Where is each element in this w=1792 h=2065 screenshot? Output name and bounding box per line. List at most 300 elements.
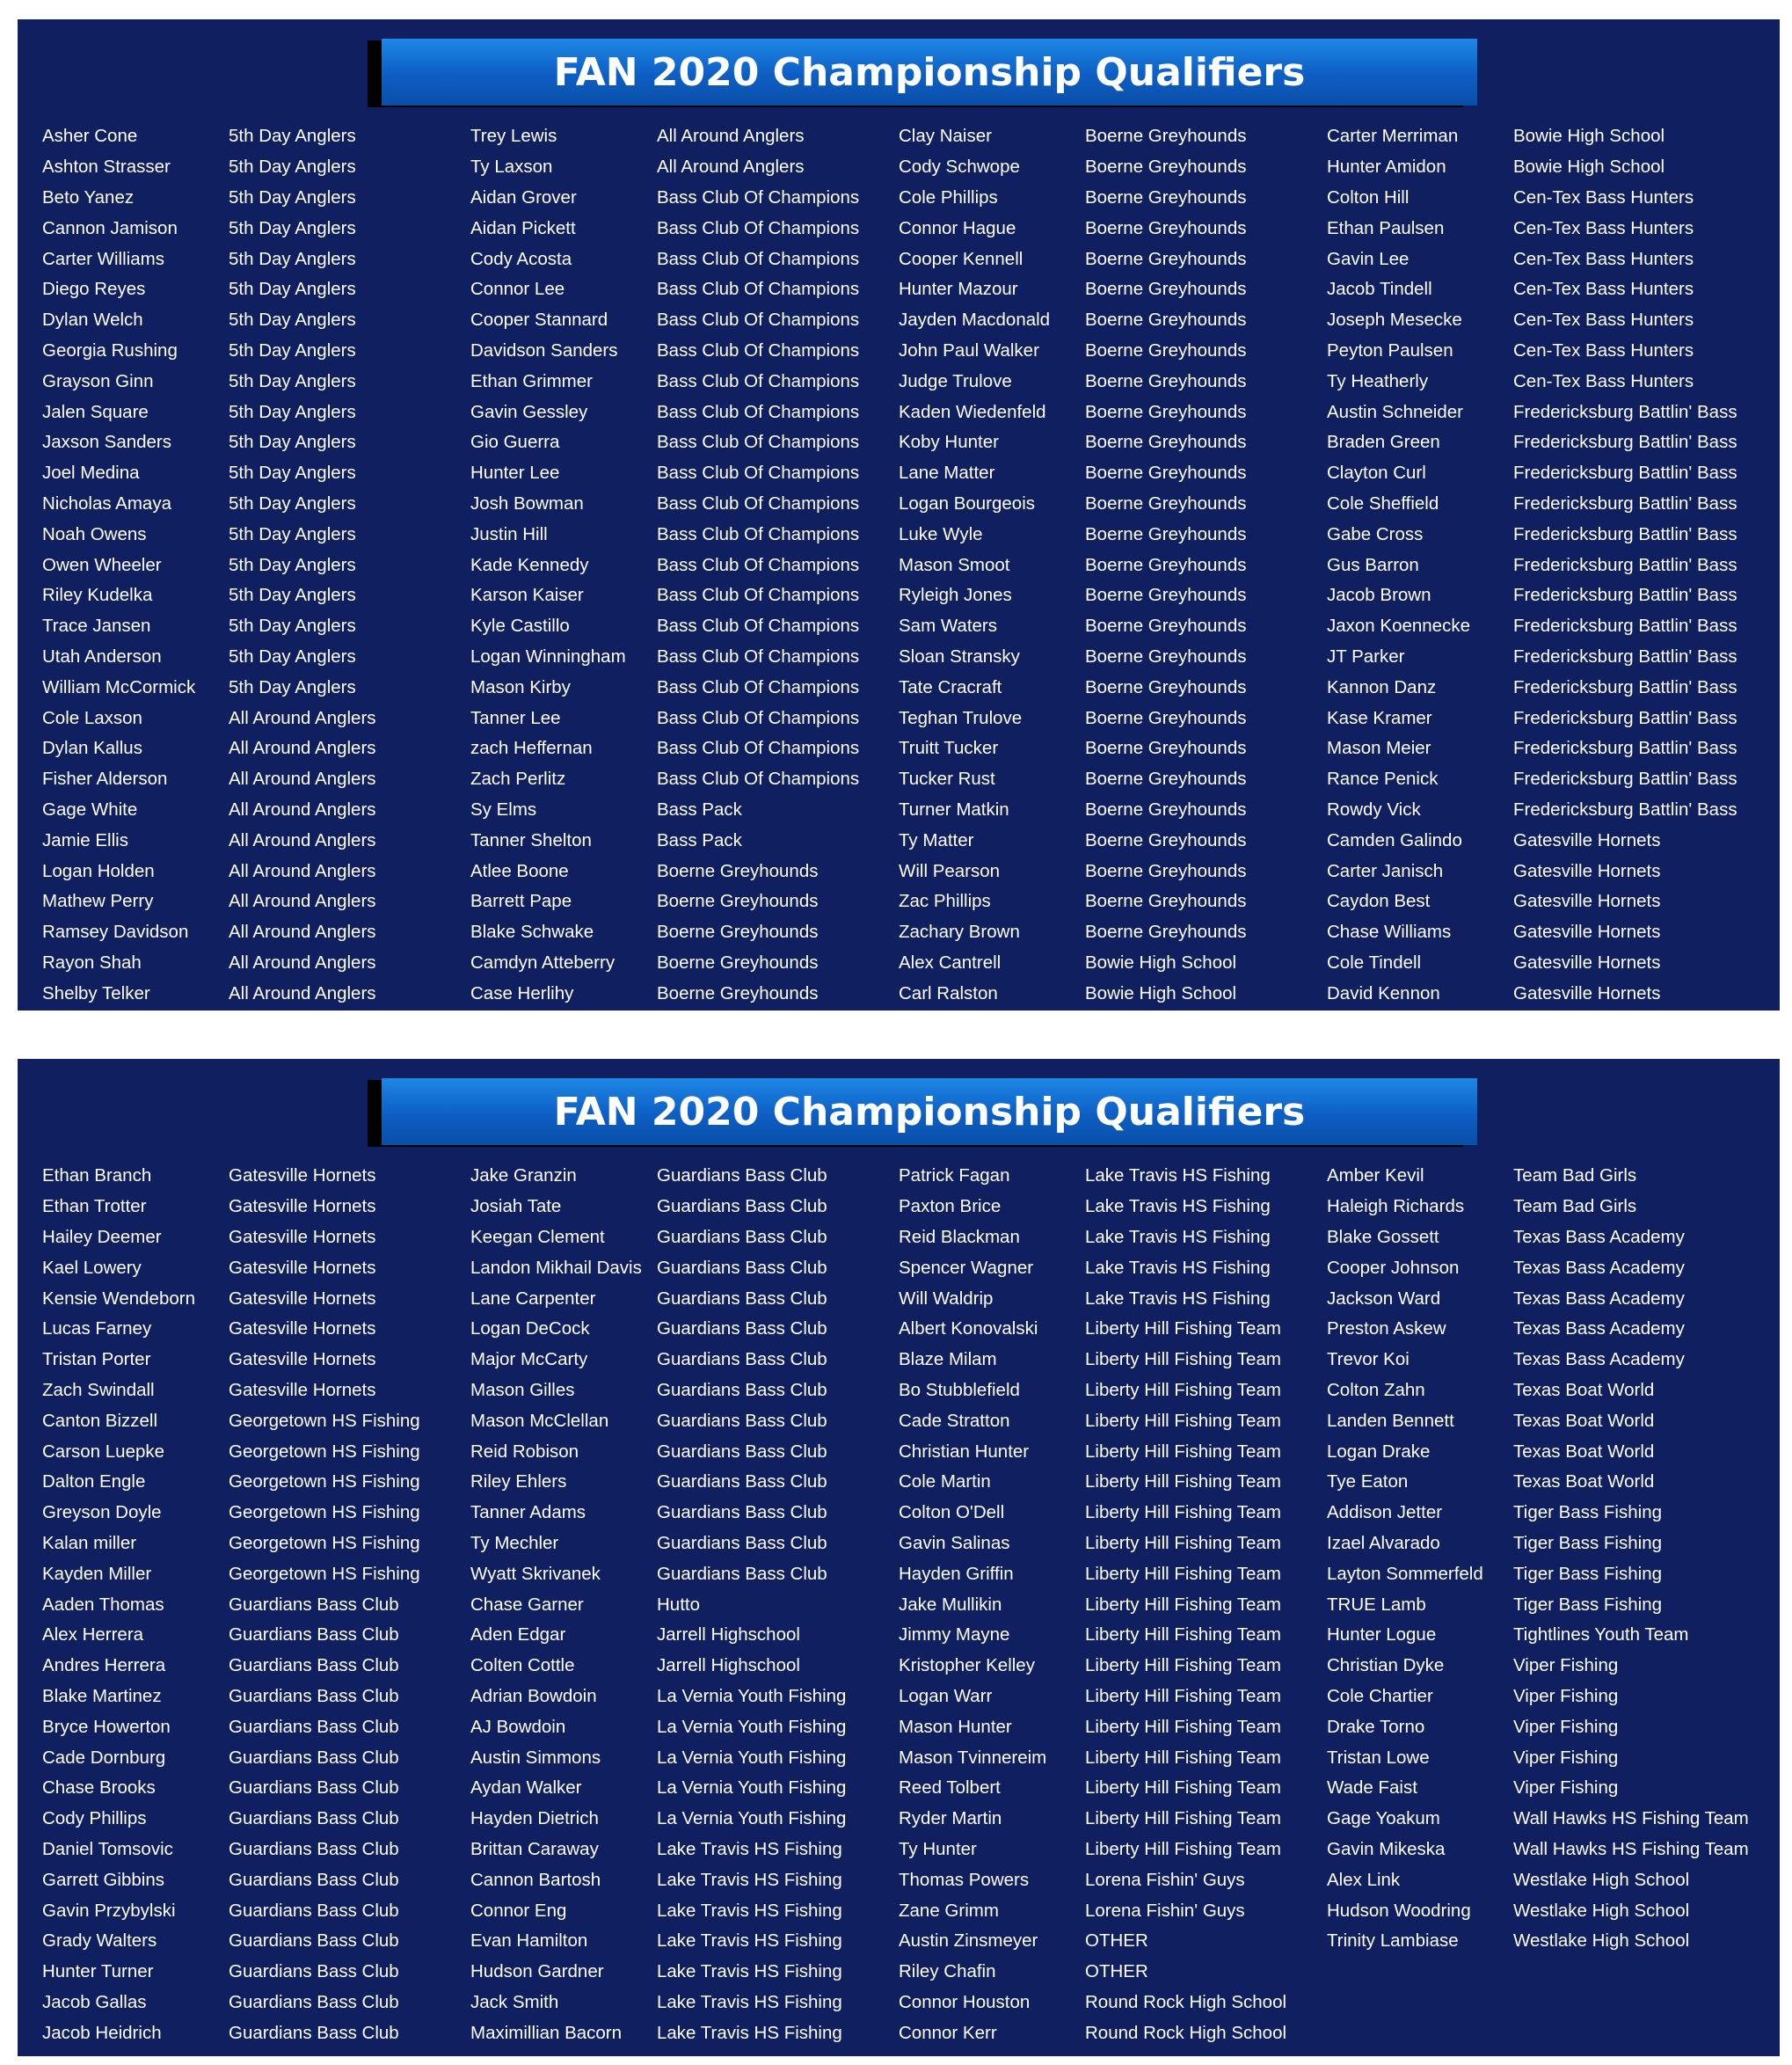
- angler-name: Cole Laxson: [42, 707, 142, 728]
- qualifier-row: [42, 397, 470, 427]
- qualifier-row: [470, 397, 899, 427]
- qualifier-row: [470, 152, 899, 183]
- club-name: OTHER: [1085, 1930, 1148, 1952]
- club-name: Boerne Greyhounds: [1085, 432, 1247, 453]
- angler-name: Layton Sommerfeld: [1327, 1563, 1483, 1584]
- qualifier-row: [899, 213, 1327, 244]
- qualifier-row: [42, 1222, 470, 1253]
- club-name: Liberty Hill Fishing Team: [1085, 1471, 1281, 1492]
- club-name: Boerne Greyhounds: [1085, 860, 1247, 881]
- angler-name: Mason Meier: [1327, 738, 1431, 759]
- angler-name: Utah Anderson: [42, 646, 162, 667]
- club-name: La Vernia Youth Fishing: [657, 1808, 847, 1829]
- qualifier-row: [470, 948, 899, 979]
- club-name: 5th Day Anglers: [229, 463, 356, 484]
- angler-name: Peyton Paulsen: [1327, 339, 1453, 361]
- angler-name: Paxton Brice: [899, 1196, 1002, 1217]
- angler-name: Jalen Square: [42, 401, 149, 422]
- qualifier-row: [42, 887, 470, 917]
- angler-name: Mason McClellan: [470, 1410, 609, 1431]
- qualifier-row: [42, 1835, 470, 1865]
- club-name: Round Rock High School: [1085, 2022, 1287, 2043]
- qualifier-row: [42, 1283, 470, 1314]
- qualifier-row: [42, 1529, 470, 1559]
- club-name: Lorena Fishin' Guys: [1085, 1869, 1245, 1890]
- club-name: 5th Day Anglers: [229, 401, 356, 422]
- club-name: Boerne Greyhounds: [657, 860, 819, 881]
- club-name: Bass Club Of Champions: [657, 217, 860, 238]
- club-name: Tiger Bass Fishing: [1513, 1532, 1662, 1553]
- qualifier-row: [42, 427, 470, 458]
- qualifier-row: [42, 213, 470, 244]
- qualifier-row: [1327, 825, 1755, 856]
- club-name: Boerne Greyhounds: [1085, 217, 1247, 238]
- club-name: Texas Bass Academy: [1513, 1226, 1685, 1247]
- club-name: Gatesville Hornets: [1513, 860, 1661, 881]
- qualifier-column: [1327, 1161, 1755, 2048]
- qualifier-row: [470, 1620, 899, 1651]
- angler-name: Georgia Rushing: [42, 339, 178, 361]
- club-name: Texas Bass Academy: [1513, 1257, 1685, 1278]
- angler-name: Justin Hill: [470, 523, 548, 544]
- club-name: Boerne Greyhounds: [1085, 186, 1247, 208]
- club-name: Boerne Greyhounds: [1085, 463, 1247, 484]
- qualifier-row: [470, 1895, 899, 1926]
- angler-name: Diego Reyes: [42, 279, 146, 300]
- qualifier-row: [42, 1467, 470, 1498]
- angler-name: Jayden Macdonald: [899, 310, 1051, 331]
- qualifier-row: [42, 336, 470, 367]
- angler-name: Sam Waters: [899, 616, 998, 637]
- angler-name: Gavin Przybylski: [42, 1900, 176, 1921]
- qualifier-row: [899, 183, 1327, 214]
- club-name: Liberty Hill Fishing Team: [1085, 1624, 1281, 1645]
- qualifier-row: [470, 1252, 899, 1283]
- qualifier-row: [1327, 1558, 1755, 1589]
- club-name: All Around Anglers: [229, 952, 376, 973]
- qualifier-row: [470, 458, 899, 489]
- qualifier-row: [899, 917, 1327, 948]
- angler-name: Grady Walters: [42, 1930, 157, 1952]
- angler-name: Aden Edgar: [470, 1624, 566, 1645]
- qualifier-column: [42, 1161, 470, 2048]
- qualifier-row: [1327, 183, 1755, 214]
- qualifier-row: [899, 1620, 1327, 1651]
- angler-name: Jimmy Mayne: [899, 1624, 1010, 1645]
- qualifier-row: [470, 1283, 899, 1314]
- angler-name: Austin Simmons: [470, 1747, 601, 1768]
- qualifier-row: [470, 1192, 899, 1222]
- angler-name: Beto Yanez: [42, 186, 135, 208]
- qualifier-row: [470, 917, 899, 948]
- angler-name: Greyson Doyle: [42, 1502, 162, 1523]
- qualifier-row: [42, 1589, 470, 1620]
- qualifier-row: [42, 519, 470, 550]
- angler-name: Evan Hamilton: [470, 1930, 588, 1952]
- angler-name: Addison Jetter: [1327, 1502, 1443, 1523]
- qualifier-row: [42, 366, 470, 397]
- angler-name: zach Heffernan: [470, 738, 593, 759]
- qualifier-row: [470, 244, 899, 274]
- angler-name: Carter Janisch: [1327, 860, 1444, 881]
- club-name: Boerne Greyhounds: [657, 982, 819, 1003]
- club-name: Liberty Hill Fishing Team: [1085, 1379, 1281, 1400]
- club-name: Boerne Greyhounds: [657, 891, 819, 912]
- club-name: Bass Club Of Champions: [657, 585, 860, 606]
- qualifier-row: [42, 917, 470, 948]
- qualifier-row: [1327, 917, 1755, 948]
- qualifier-row: [899, 1345, 1327, 1375]
- club-name: Gatesville Hornets: [229, 1349, 376, 1370]
- qualifier-row: [899, 427, 1327, 458]
- qualifier-row: [42, 611, 470, 642]
- qualifier-row: [470, 1835, 899, 1865]
- angler-name: Andres Herrera: [42, 1655, 166, 1676]
- angler-name: Clayton Curl: [1327, 463, 1426, 484]
- qualifier-row: [1327, 887, 1755, 917]
- club-name: Viper Fishing: [1513, 1655, 1619, 1676]
- qualifier-row: [899, 1864, 1327, 1895]
- club-name: Texas Boat World: [1513, 1379, 1655, 1400]
- qualifier-row: [1327, 1620, 1755, 1651]
- angler-name: Blake Schwake: [470, 922, 594, 943]
- qualifier-row: [470, 1467, 899, 1498]
- angler-name: Alex Cantrell: [899, 952, 1002, 973]
- club-name: Guardians Bass Club: [657, 1349, 827, 1370]
- angler-name: Izael Alvarado: [1327, 1532, 1440, 1553]
- qualifier-columns: [42, 121, 1780, 1009]
- angler-name: Cody Acosta: [470, 248, 572, 269]
- qualifier-row: [899, 672, 1327, 703]
- qualifier-row: [1327, 1436, 1755, 1467]
- club-name: Boerne Greyhounds: [1085, 310, 1247, 331]
- qualifier-row: [1327, 795, 1755, 826]
- qualifier-row: [42, 274, 470, 305]
- angler-name: Logan Drake: [1327, 1441, 1431, 1462]
- club-name: Bass Club Of Champions: [657, 676, 860, 697]
- qualifier-row: [42, 1161, 470, 1192]
- club-name: Boerne Greyhounds: [1085, 585, 1247, 606]
- angler-name: Wyatt Skrivanek: [470, 1563, 601, 1584]
- qualifier-row: [42, 183, 470, 214]
- qualifier-row: [470, 1742, 899, 1773]
- club-name: Fredericksburg Battlin' Bass: [1513, 432, 1737, 453]
- angler-name: Josiah Tate: [470, 1196, 562, 1217]
- qualifier-row: [470, 427, 899, 458]
- qualifier-row: [899, 703, 1327, 733]
- angler-name: Connor Houston: [899, 1991, 1031, 2012]
- qualifier-row: [1327, 366, 1755, 397]
- qualifier-row: [899, 519, 1327, 550]
- club-name: Bowie High School: [1513, 157, 1665, 178]
- club-name: 5th Day Anglers: [229, 248, 356, 269]
- qualifier-row: [42, 642, 470, 673]
- club-name: Liberty Hill Fishing Team: [1085, 1502, 1281, 1523]
- qualifier-row: [470, 366, 899, 397]
- club-name: Liberty Hill Fishing Team: [1085, 1777, 1281, 1799]
- club-name: Bass Club Of Champions: [657, 738, 860, 759]
- angler-name: Jamie Ellis: [42, 829, 128, 850]
- club-name: Tiger Bass Fishing: [1513, 1563, 1662, 1584]
- club-name: Boerne Greyhounds: [1085, 401, 1247, 422]
- angler-name: Gio Guerra: [470, 432, 560, 453]
- angler-name: Haleigh Richards: [1327, 1196, 1465, 1217]
- angler-name: Cannon Jamison: [42, 217, 178, 238]
- angler-name: Grayson Ginn: [42, 370, 154, 391]
- angler-name: Connor Eng: [470, 1900, 567, 1921]
- club-name: Gatesville Hornets: [1513, 982, 1661, 1003]
- qualifier-row: [42, 1773, 470, 1804]
- qualifier-row: [470, 550, 899, 580]
- club-name: Guardians Bass Club: [229, 1900, 399, 1921]
- club-name: Texas Boat World: [1513, 1441, 1655, 1462]
- angler-name: Carter Merriman: [1327, 126, 1459, 147]
- qualifier-column: [899, 121, 1327, 1009]
- angler-name: Riley Kudelka: [42, 585, 153, 606]
- qualifier-row: [899, 1467, 1327, 1498]
- angler-name: Hailey Deemer: [42, 1226, 162, 1247]
- qualifier-row: [899, 336, 1327, 367]
- angler-name: Austin Zinsmeyer: [899, 1930, 1038, 1952]
- angler-name: Carson Luepke: [42, 1441, 165, 1462]
- club-name: Boerne Greyhounds: [1085, 493, 1247, 514]
- club-name: Guardians Bass Club: [229, 1624, 399, 1645]
- club-name: All Around Anglers: [229, 829, 376, 850]
- qualifier-row: [42, 458, 470, 489]
- angler-name: Reid Robison: [470, 1441, 579, 1462]
- qualifier-row: [470, 580, 899, 611]
- club-name: La Vernia Youth Fishing: [657, 1716, 847, 1737]
- qualifier-row: [42, 1252, 470, 1283]
- club-name: All Around Anglers: [229, 891, 376, 912]
- qualifier-row: [42, 152, 470, 183]
- angler-name: Nicholas Amaya: [42, 493, 171, 514]
- qualifier-row: [899, 274, 1327, 305]
- angler-name: Ty Heatherly: [1327, 370, 1429, 391]
- club-name: Viper Fishing: [1513, 1747, 1619, 1768]
- qualifier-row: [42, 825, 470, 856]
- angler-name: Connor Lee: [470, 279, 565, 300]
- club-name: Westlake High School: [1513, 1869, 1690, 1890]
- club-name: Guardians Bass Club: [657, 1502, 827, 1523]
- qualifier-row: [899, 795, 1327, 826]
- club-name: Fredericksburg Battlin' Bass: [1513, 707, 1737, 728]
- angler-name: Aidan Pickett: [470, 217, 576, 238]
- qualifier-row: [470, 611, 899, 642]
- angler-name: Blake Martinez: [42, 1685, 162, 1706]
- qualifier-row: [1327, 1252, 1755, 1283]
- club-name: Georgetown HS Fishing: [229, 1410, 420, 1431]
- club-name: Texas Bass Academy: [1513, 1318, 1685, 1339]
- qualifier-row: [899, 397, 1327, 427]
- angler-name: Gus Barron: [1327, 554, 1419, 575]
- club-name: Boerne Greyhounds: [1085, 676, 1247, 697]
- club-name: Guardians Bass Club: [657, 1410, 827, 1431]
- qualifier-row: [1327, 152, 1755, 183]
- qualifier-row: [899, 825, 1327, 856]
- angler-name: Tanner Lee: [470, 707, 561, 728]
- club-name: Liberty Hill Fishing Team: [1085, 1808, 1281, 1829]
- club-name: Fredericksburg Battlin' Bass: [1513, 676, 1737, 697]
- angler-name: Sy Elms: [470, 799, 537, 820]
- qualifier-row: [1327, 948, 1755, 979]
- qualifier-row: [42, 1988, 470, 2018]
- angler-name: Kade Kennedy: [470, 554, 589, 575]
- angler-name: Alex Link: [1327, 1869, 1401, 1890]
- qualifier-row: [42, 1957, 470, 1988]
- qualifier-row: [899, 305, 1327, 336]
- angler-name: Josh Bowman: [470, 493, 584, 514]
- qualifier-row: [1327, 1804, 1755, 1835]
- angler-name: Reid Blackman: [899, 1226, 1020, 1247]
- angler-name: Colton Zahn: [1327, 1379, 1425, 1400]
- club-name: Fredericksburg Battlin' Bass: [1513, 646, 1737, 667]
- angler-name: Lane Matter: [899, 463, 995, 484]
- qualifier-row: [470, 825, 899, 856]
- qualifier-row: [470, 305, 899, 336]
- angler-name: Ty Hunter: [899, 1838, 977, 1859]
- club-name: Boerne Greyhounds: [1085, 891, 1247, 912]
- angler-name: Logan Winningham: [470, 646, 626, 667]
- qualifier-row: [470, 1314, 899, 1345]
- club-name: Boerne Greyhounds: [1085, 738, 1247, 759]
- angler-name: Colton O'Dell: [899, 1502, 1005, 1523]
- angler-name: Kase Kramer: [1327, 707, 1432, 728]
- club-name: Guardians Bass Club: [657, 1318, 827, 1339]
- qualifier-row: [1327, 1222, 1755, 1253]
- club-name: Texas Bass Academy: [1513, 1288, 1685, 1309]
- qualifier-row: [899, 1161, 1327, 1192]
- qualifier-row: [42, 244, 470, 274]
- angler-name: Jake Granzin: [470, 1165, 577, 1186]
- angler-name: Sloan Stransky: [899, 646, 1020, 667]
- club-name: Texas Bass Academy: [1513, 1349, 1685, 1370]
- club-name: All Around Anglers: [657, 126, 805, 147]
- angler-name: Landon Mikhail Davis: [470, 1257, 642, 1278]
- qualifier-row: [899, 948, 1327, 979]
- angler-name: Jacob Tindell: [1327, 279, 1432, 300]
- club-name: Bass Club Of Champions: [657, 279, 860, 300]
- qualifier-row: [1327, 1283, 1755, 1314]
- angler-name: Cody Phillips: [42, 1808, 147, 1829]
- angler-name: Logan Holden: [42, 860, 155, 881]
- angler-name: Ramsey Davidson: [42, 922, 189, 943]
- club-name: Boerne Greyhounds: [1085, 157, 1247, 178]
- club-name: Tiger Bass Fishing: [1513, 1594, 1662, 1615]
- qualifier-column: [1327, 121, 1755, 1009]
- club-name: Bass Pack: [657, 829, 742, 850]
- qualifier-row: [899, 1589, 1327, 1620]
- qualifier-row: [899, 1895, 1327, 1926]
- club-name: Gatesville Hornets: [1513, 952, 1661, 973]
- club-name: Bass Club Of Champions: [657, 248, 860, 269]
- angler-name: Cooper Stannard: [470, 310, 608, 331]
- angler-name: Ethan Trotter: [42, 1196, 147, 1217]
- angler-name: Rayon Shah: [42, 952, 142, 973]
- qualifier-row: [899, 1529, 1327, 1559]
- angler-name: Barrett Pape: [470, 891, 572, 912]
- club-name: Boerne Greyhounds: [1085, 707, 1247, 728]
- qualifier-row: [1327, 703, 1755, 733]
- club-name: Bass Club Of Champions: [657, 707, 860, 728]
- angler-name: Cole Chartier: [1327, 1685, 1433, 1706]
- qualifier-row: [899, 1283, 1327, 1314]
- club-name: 5th Day Anglers: [229, 157, 356, 178]
- angler-name: Colten Cottle: [470, 1655, 575, 1676]
- club-name: Cen-Tex Bass Hunters: [1513, 339, 1694, 361]
- club-name: Boerne Greyhounds: [1085, 799, 1247, 820]
- club-name: All Around Anglers: [229, 707, 376, 728]
- angler-name: Tanner Adams: [470, 1502, 586, 1523]
- club-name: Gatesville Hornets: [229, 1379, 376, 1400]
- qualifier-row: [1327, 397, 1755, 427]
- qualifier-row: [1327, 764, 1755, 795]
- qualifier-row: [899, 887, 1327, 917]
- angler-name: Ty Matter: [899, 829, 974, 850]
- angler-name: Reed Tolbert: [899, 1777, 1001, 1799]
- qualifier-row: [899, 764, 1327, 795]
- angler-name: Lane Carpenter: [470, 1288, 596, 1309]
- club-name: Westlake High School: [1513, 1930, 1690, 1952]
- angler-name: Hunter Amidon: [1327, 157, 1446, 178]
- club-name: Lake Travis HS Fishing: [657, 1991, 842, 2012]
- club-name: 5th Day Anglers: [229, 554, 356, 575]
- club-name: All Around Anglers: [229, 799, 376, 820]
- qualifier-row: [42, 1375, 470, 1406]
- qualifier-row: [899, 1926, 1327, 1957]
- qualifier-row: [1327, 1467, 1755, 1498]
- angler-name: Cole Tindell: [1327, 952, 1422, 973]
- club-name: Lake Travis HS Fishing: [657, 1961, 842, 1982]
- qualifier-row: [899, 580, 1327, 611]
- club-name: Round Rock High School: [1085, 1991, 1287, 2012]
- club-name: La Vernia Youth Fishing: [657, 1685, 847, 1706]
- club-name: Hutto: [657, 1594, 700, 1615]
- angler-name: Hunter Mazour: [899, 279, 1018, 300]
- angler-name: Aydan Walker: [470, 1777, 582, 1799]
- qualifier-row: [470, 703, 899, 733]
- club-name: Boerne Greyhounds: [1085, 554, 1247, 575]
- qualifier-row: [899, 733, 1327, 764]
- qualifier-row: [1327, 1835, 1755, 1865]
- angler-name: Cole Sheffield: [1327, 493, 1439, 514]
- qualifier-row: [470, 795, 899, 826]
- angler-name: Ethan Branch: [42, 1165, 152, 1186]
- angler-name: Shelby Telker: [42, 982, 150, 1003]
- angler-name: Clay Naiser: [899, 126, 992, 147]
- club-name: Jarrell Highschool: [657, 1655, 800, 1676]
- qualifier-row: [1327, 1589, 1755, 1620]
- club-name: Liberty Hill Fishing Team: [1085, 1563, 1281, 1584]
- qualifier-row: [470, 213, 899, 244]
- qualifier-row: [42, 1651, 470, 1682]
- club-name: Bass Pack: [657, 799, 742, 820]
- angler-name: Logan Warr: [899, 1685, 993, 1706]
- angler-name: Atlee Boone: [470, 860, 569, 881]
- club-name: Guardians Bass Club: [229, 1685, 399, 1706]
- club-name: Bass Club Of Champions: [657, 463, 860, 484]
- qualifier-row: [42, 1742, 470, 1773]
- club-name: Viper Fishing: [1513, 1777, 1619, 1799]
- club-name: Boerne Greyhounds: [657, 952, 819, 973]
- qualifier-row: [42, 2018, 470, 2048]
- angler-name: Bo Stubblefield: [899, 1379, 1020, 1400]
- qualifier-row: [1327, 1314, 1755, 1345]
- angler-name: Kael Lowery: [42, 1257, 142, 1278]
- club-name: Bass Club Of Champions: [657, 401, 860, 422]
- club-name: Gatesville Hornets: [229, 1196, 376, 1217]
- qualifier-row: [1327, 1711, 1755, 1742]
